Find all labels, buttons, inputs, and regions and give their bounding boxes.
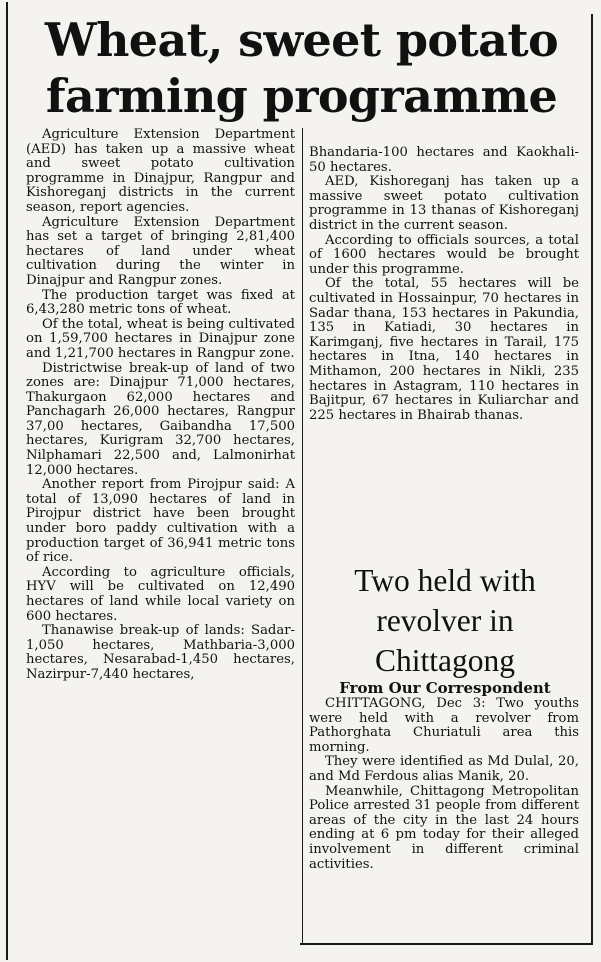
paragraph: They were identified as Md Dulal, 20, and Md Ferdous alias Manik, 20. [309, 754, 579, 784]
second-story-body [309, 697, 579, 872]
column-divider [302, 128, 303, 943]
headline: Wheat, sweet potato farming programme [44, 13, 559, 123]
right-column [309, 146, 579, 423]
bottom-border-rule [300, 943, 593, 945]
paragraph: According to officials sources, a total of 1600 hectares would be brought under this programme. [309, 232, 579, 277]
paragraph: Meanwhile, Chittagong Metropolitan Police arrested 31 people from different areas of the city in the last 24 hours ending at 6 pm today for their alleged involvement in different criminal activities. [309, 783, 579, 872]
paragraph: The production target was fixed at 6,43,280 metric tons of wheat. [26, 287, 295, 318]
paragraph: Thanawise break-up of lands: Sadar-1,050 hectares, Mathbaria-3,000 hectares, Nesarabad-1,450 hectares, Nazirpur-7,440 hectares, [26, 623, 295, 682]
paragraph: Of the total, 55 hectares will be cultivated in Hossainpur, 70 hectares in Sadar thana, 153 hectares in Pakundia, 135 in Katiadi, 30 hectares in Karimganj, five hectares in Tarail, 175 hectares in Itna, 140 hectares in Mithamon, 200 hectares in Nikli, 235 hectares in Astagram, 110 hectares in Bajitpur, 67 hectares in Kuliarchar and 225 hectares in Bhairab thanas. [309, 276, 579, 423]
byline: From Our Correspondent [339, 679, 551, 697]
left-border-rule [6, 2, 8, 960]
second-story-headline: Two held with revolver in Chittagong [354, 563, 536, 678]
paragraph: Districtwise break-up of land of two zones are: Dinajpur 71,000 hectares, Thakurgaon 62,000 hectares and Panchagarh 26,000 hectares, Rangpur 37,00 hectares, Gaibandha 17,500 hectares, Kurigram 32,700 hectares, Nilphamari 22,500 and, Lalmonirhat 12,000 hectares. [26, 360, 295, 478]
paragraph: Agriculture Extension Department has set a target of bringing 2,81,400 hectares of land under wheat cultivation during the winter in Dinajpur and Rangpur zones. [26, 214, 295, 288]
paragraph: Another report from Pirojpur said: A total of 13,090 hectares of land in Pirojpur district have been brought under boro paddy cultivation with a production target of 36,941 metric tons of rice. [26, 477, 295, 566]
paragraph-text: Two youths were held with a revolver from Pathorghata Churiatuli area this morning. [309, 696, 579, 755]
right-border-rule [591, 14, 593, 944]
paragraph: Agriculture Extension Department (AED) has taken up a massive wheat and sweet potato cultivation programme in Dinajpur, Rangpur and Kishoreganj districts in the current season, report agencies. [26, 127, 295, 215]
paragraph: According to agriculture officials, HYV will be cultivated on 12,490 hectares of land while local variety on 600 hectares. [26, 564, 295, 624]
left-column [26, 128, 295, 683]
paragraph: Bhandaria-100 hectares and Kaokhali-50 hectares. [309, 145, 579, 175]
paragraph: Of the total, wheat is being cultivated on 1,59,700 hectares in Dinajpur zone and 1,21,700 hectares in Rangpur zone. [26, 316, 295, 361]
dateline: CHITTAGONG, Dec 3: [325, 696, 486, 711]
paragraph: AED, Kishoreganj has taken up a massive sweet potato cultivation programme in 13 thanas of Kishoreganj district in the current season. [309, 174, 579, 233]
paragraph [309, 697, 579, 755]
